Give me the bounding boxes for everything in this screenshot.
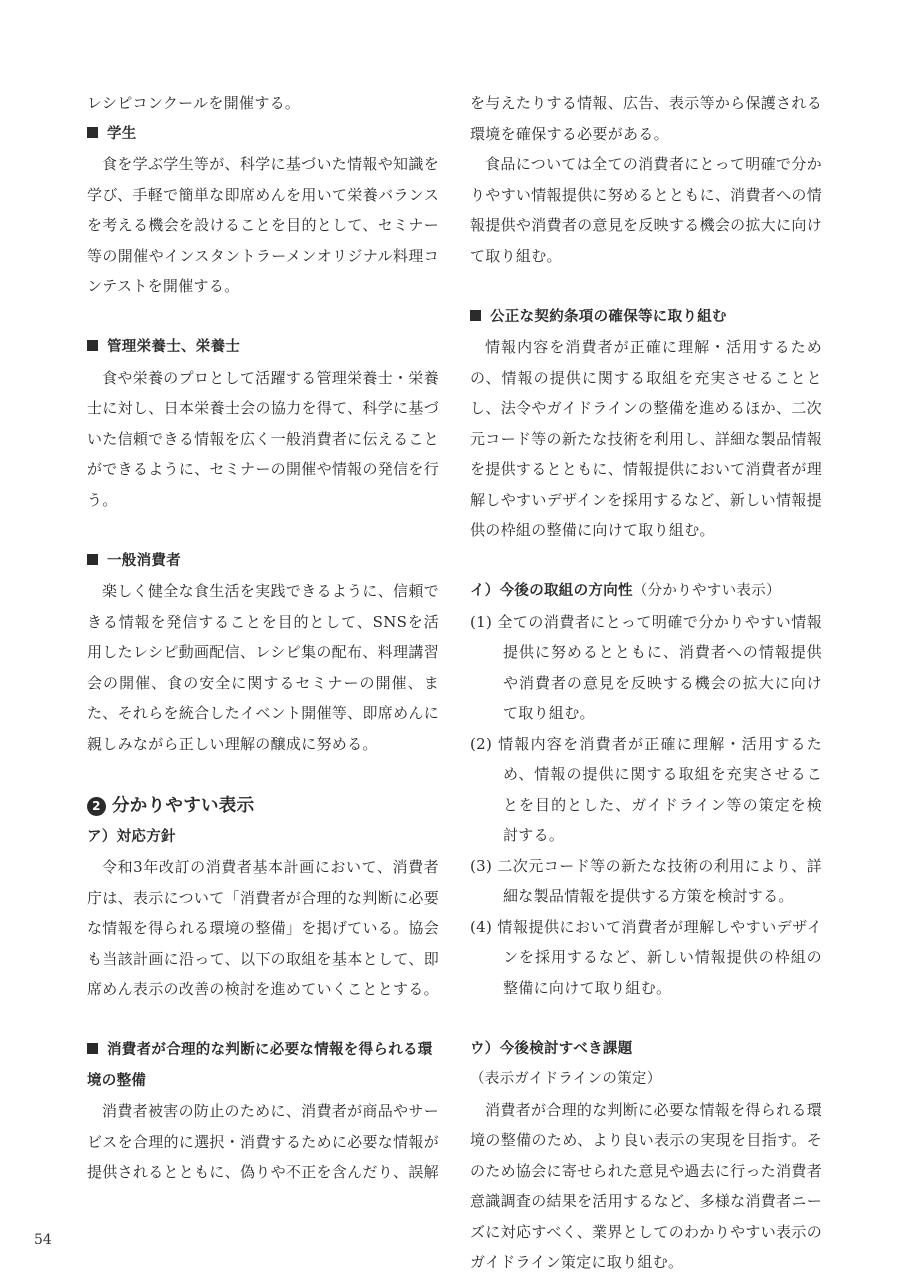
future-item-2: (2) 情報内容を消費者が正確に理解・活用するため、情報の提供に関する取組を充実させることを目的とした、ガイドライン等の策定を検討する。: [470, 734, 822, 844]
subsection-a-paragraph: 令和3年改訂の消費者基本計画において、消費者庁は、表示について「消費者が合理的な判断に必要な情報を得られる環境の整備」を掲げている。協会も当該計画に沿って、以下の取組を基本として、即席めん表示の改善の検討を進めていくこととする。: [87, 858, 439, 998]
issues-heading: [470, 1034, 822, 1095]
contract-paragraph: 情報内容を消費者が正確に理解・活用するための、情報の提供に関する取組を充実させることとし、法令やガイドラインの整備を進めるほか、二次元コード等の新たな技術を利用し、詳細な製品情報を提供するとともに、情報提供において消費者が理解しやすいデザインを採用するなど、新しい情報提供の枠組の整備に向けて取り組む。: [470, 338, 822, 539]
dietitians-heading: [87, 332, 439, 363]
future-item-4: (4) 情報提供において消費者が理解しやすいデザインを採用するなど、新しい情報提供の枠組の整備に向けて取り組む。: [470, 917, 822, 997]
future-direction-heading-text: イ）今後の取組の方向性: [470, 583, 633, 599]
spacer: [87, 1005, 439, 1036]
environment-paragraph: 消費者被害の防止のために、消費者が商品やサービスを合理的に選択・消費するために必要な情報が提供されるとともに、偽りや不正を含んだり、誤解: [87, 1102, 439, 1181]
issues-heading-text: ウ）今後検討すべき課題: [470, 1040, 633, 1057]
spacer: [87, 302, 439, 333]
square-bullet-icon: [87, 127, 98, 138]
environment-heading-text: 消費者が合理的な判断に必要な情報を得られる環境の整備: [87, 1042, 433, 1089]
subsection-a-heading: ア）対応方針: [87, 828, 176, 845]
section-2-title: [87, 790, 439, 822]
spacer: [470, 271, 822, 302]
future-item-1: (1) 全ての消費者にとって明確で分かりやすい情報提供に努めるとともに、消費者への情報提供や消費者の意見を反映する機会の拡大に向けて取り組む。: [470, 612, 822, 722]
right-column: [470, 88, 822, 1278]
students-paragraph: 食を学ぶ学生等が、科学に基づいた情報や知識を学び、手軽で簡単な即席めんを用いて栄養バランスを考える機会を設けることを目的として、セミナー等の開催やインスタントラーメンオリジナル料理コンテストを開催する。: [87, 155, 439, 295]
future-direction-heading: [470, 576, 822, 607]
spacer: [87, 515, 439, 546]
dietitians-paragraph: 食や栄養のプロとして活躍する管理栄養士・栄養士に対し、日本栄養士会の協力を得て、科学に基づいた信頼できる情報を広く一般消費者に伝えることができるように、セミナーの開催や情報の発信を行う。: [87, 368, 439, 509]
future-direction-heading-paren: （分かりやすい表示）: [632, 583, 781, 599]
students-heading: [87, 119, 439, 150]
issues-paragraph: 消費者が合理的な判断に必要な情報を得られる環境の整備のため、より良い表示の実現を目指す。そのため協会に寄せられた意見や過去に行った消費者意識調査の結果を活用するなど、多様な消費者ニーズに対応すべく、業界としてのわかりやすい表示のガイドライン策定に取り組む。: [470, 1100, 822, 1271]
square-bullet-icon: [87, 340, 98, 351]
section-2-title-text: 分かりやすい表示: [112, 795, 255, 816]
spacer: [87, 759, 439, 790]
environment-paragraph-continued: を与えたりする情報、広告、表示等から保護される環境を確保する必要がある。: [470, 94, 822, 143]
consumers-heading: [87, 546, 439, 577]
contract-heading-text: 公正な契約条項の確保等に取り組む: [490, 308, 727, 325]
square-bullet-icon: [87, 1043, 98, 1054]
square-bullet-icon: [470, 310, 481, 321]
consumers-heading-text: 一般消費者: [107, 552, 181, 569]
dietitians-heading-text: 管理栄養士、栄養士: [107, 339, 241, 355]
issues-heading-paren: （表示ガイドラインの策定）: [470, 1071, 662, 1087]
future-item-3: (3) 二次元コード等の新たな技術の利用により、詳細な製品情報を提供する方策を検討する。: [470, 856, 822, 905]
spacer: [470, 546, 822, 577]
students-heading-text: 学生: [107, 125, 137, 142]
spacer: [470, 1003, 822, 1034]
consumers-paragraph: 楽しく健全な食生活を実践できるように、信頼できる情報を発信することを目的として、SNSを活用したレシピ動画配信、レシピ集の配布、料理講習会の開催、食の安全に関するセミナーの開催、また、それらを統合したイベント開催等、即席めんに親しみながら正しい理解の醸成に努める。: [87, 582, 439, 753]
circled-number-icon: 2: [87, 797, 106, 816]
contract-heading: [470, 302, 822, 333]
intro-paragraph: レシピコンクールを開催する。: [87, 94, 301, 112]
page-number: 54: [34, 1232, 52, 1248]
left-column: [87, 88, 439, 1188]
environment-heading: [87, 1035, 439, 1096]
food-info-paragraph: 食品については全ての消費者にとって明確で分かりやすい情報提供に努めるとともに、消費者への情報提供や消費者の意見を反映する機会の拡大に向けて取り組む。: [470, 155, 822, 265]
square-bullet-icon: [87, 554, 98, 565]
